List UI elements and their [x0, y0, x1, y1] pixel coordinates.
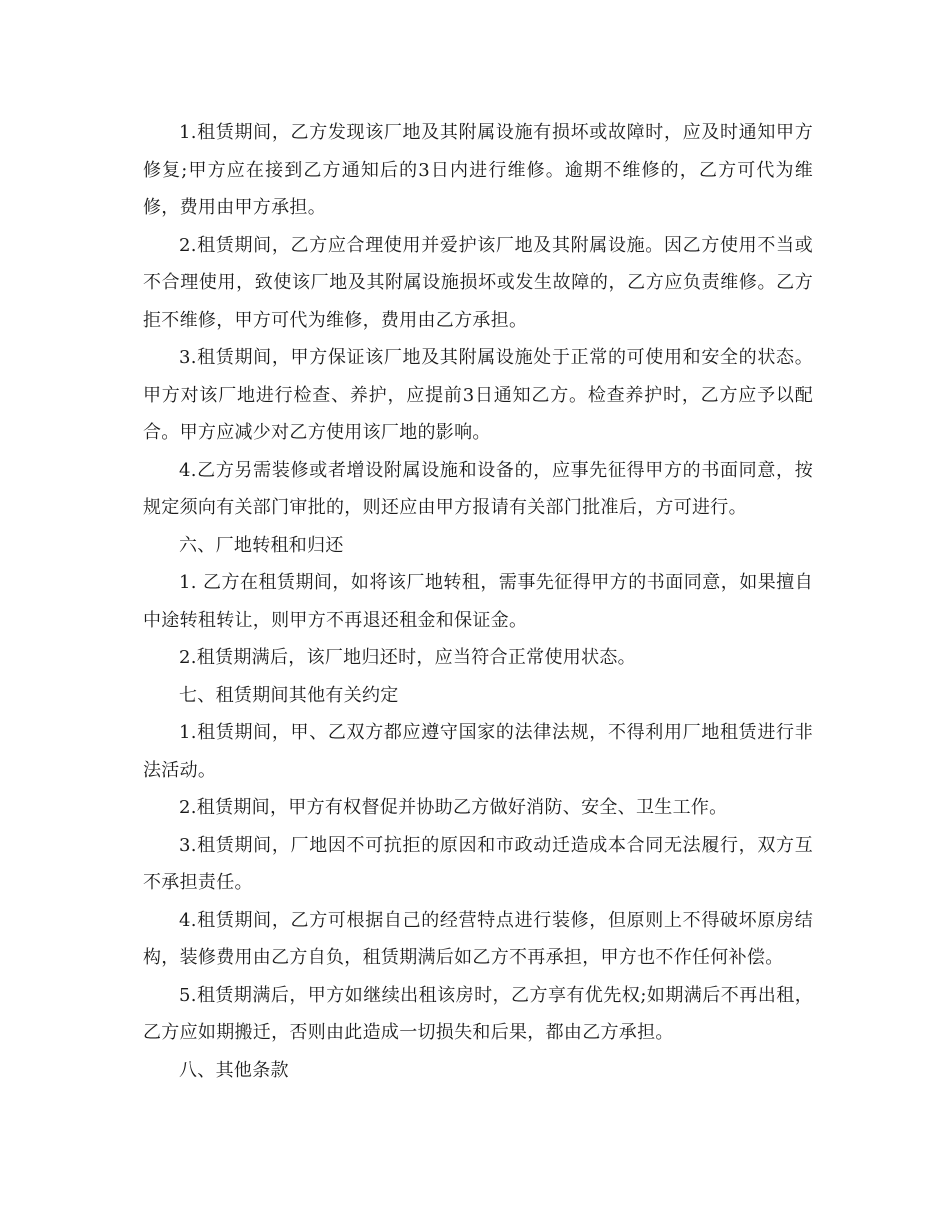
clause-6-1-paragraph: 1. 乙方在租赁期间，如将该厂地转租，需事先征得甲方的书面同意，如果擅自中途转租转让，则甲方不再退还租金和保证金。 [143, 572, 813, 631]
clause-5-4-paragraph: 4.乙方另需装修或者增设附属设施和设备的，应事先征得甲方的书面同意，按规定须向有关部门审批的，则还应由甲方报请有关部门批准后，方可进行。 [143, 459, 813, 518]
clause-5-2-paragraph: 2.租赁期间，乙方应合理使用并爱护该厂地及其附属设施。因乙方使用不当或不合理使用，致使该厂地及其附属设施损坏或发生故障的，乙方应负责维修。乙方拒不维修，甲方可代为维修，费用由乙方承担。 [143, 234, 813, 331]
clause-7-1-paragraph: 1.租赁期间，甲、乙双方都应遵守国家的法律法规，不得利用厂地租赁进行非法活动。 [143, 722, 813, 781]
clause-7-3-paragraph: 3.租赁期间，厂地因不可抗拒的原因和市政动迁造成本合同无法履行，双方互不承担责任。 [143, 834, 813, 893]
document-body [143, 114, 813, 1089]
section-8-heading: 八、其他条款 [179, 1059, 289, 1081]
clause-7-5-paragraph: 5.租赁期满后，甲方如继续出租该房时，乙方享有优先权;如期满后不再出租，乙方应如期搬迁，否则由此造成一切损失和后果，都由乙方承担。 [143, 984, 813, 1043]
section-7-heading: 七、租赁期间其他有关约定 [179, 684, 399, 706]
clause-7-4-paragraph: 4.租赁期间，乙方可根据自己的经营特点进行装修，但原则上不得破坏原房结构，装修费用由乙方自负，租赁期满后如乙方不再承担，甲方也不作任何补偿。 [143, 909, 813, 968]
clause-7-2-paragraph: 2.租赁期间，甲方有权督促并协助乙方做好消防、安全、卫生工作。 [179, 797, 728, 818]
clause-6-2-paragraph: 2.租赁期满后，该厂地归还时，应当符合正常使用状态。 [179, 647, 636, 668]
clause-5-1-paragraph: 1.租赁期间，乙方发现该厂地及其附属设施有损坏或故障时，应及时通知甲方修复;甲方应在接到乙方通知后的3日内进行维修。逾期不维修的，乙方可代为维修，费用由甲方承担。 [143, 122, 813, 218]
clause-5-3-paragraph: 3.租赁期间，甲方保证该厂地及其附属设施处于正常的可使用和安全的状态。甲方对该厂地进行检查、养护，应提前3日通知乙方。检查养护时，乙方应予以配合。甲方应减少对乙方使用该厂地的影响。 [143, 347, 813, 443]
section-6-heading: 六、厂地转租和归还 [179, 534, 344, 556]
